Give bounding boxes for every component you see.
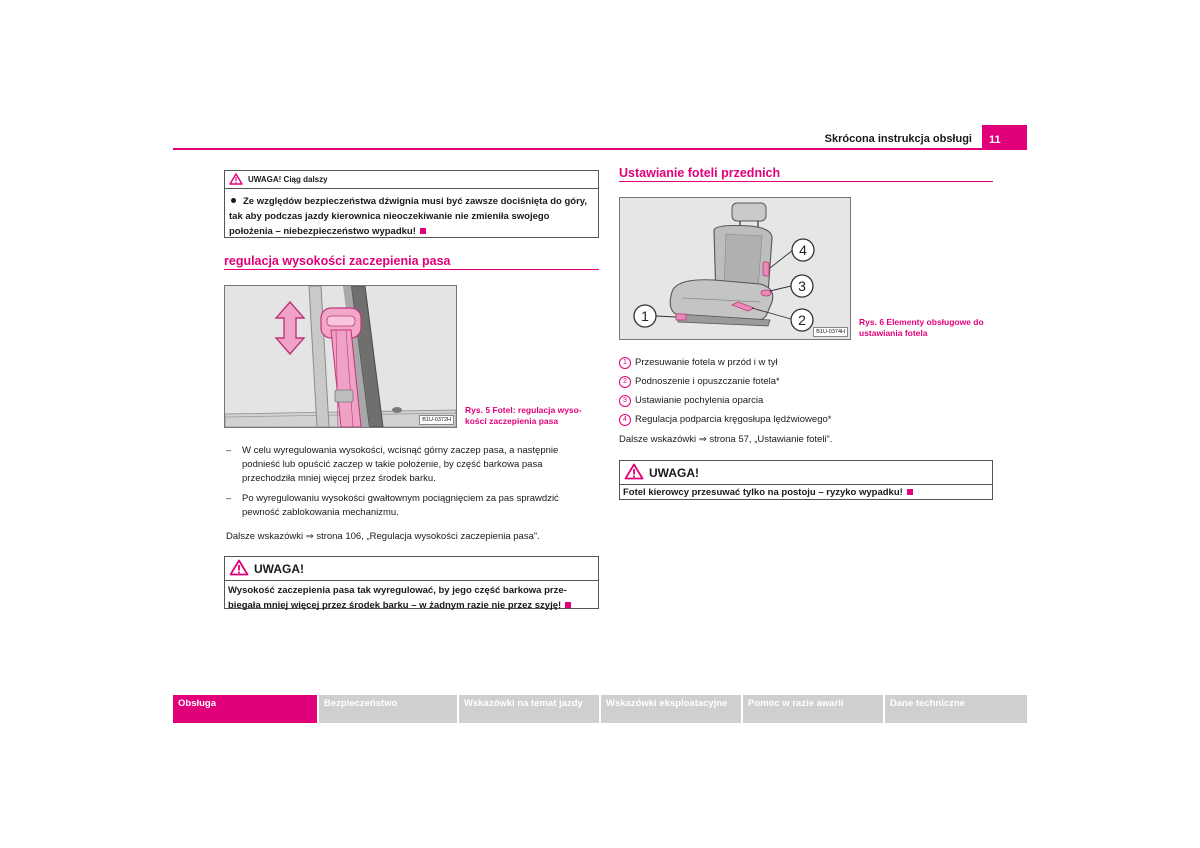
warning-box-left xyxy=(224,556,599,609)
bullet-dot-icon xyxy=(231,198,236,203)
warning-continued-title: UWAGA! Ciąg dalszy xyxy=(248,175,328,184)
warning-header xyxy=(225,557,598,581)
step-text: Po wyregulowaniu wysokości gwałtownym pociągnięciem za pas sprawdzić pewność zablokowania mechanizmu. xyxy=(242,493,559,518)
step-item xyxy=(226,492,598,520)
item-text: Ustawianie pochylenia oparcia xyxy=(635,395,764,406)
callout-4-label: 4 xyxy=(799,242,807,258)
chapter-tabs xyxy=(173,695,1027,723)
warning-title: UWAGA! xyxy=(254,561,304,576)
figure-caption: Rys. 6 Elementy obsługowe do ustawiania fotela xyxy=(859,317,984,338)
tab-wskazowki-eksploatacyjne[interactable]: Wskazówki eksploatacyjne xyxy=(601,695,741,723)
step-dash: – xyxy=(226,493,232,504)
end-mark-icon xyxy=(565,602,571,608)
front-seats-section-title: Ustawianie foteli przednich xyxy=(619,166,781,180)
item-text: Podnoszenie i opuszczanie fotela* xyxy=(635,376,780,387)
more-info-right: Dalsze wskazówki ⇒ strona 57, „Ustawianie foteli”. xyxy=(619,434,833,445)
warning-text: Wysokość zaczepienia pasa tak wyregulować, by jego część barkowa prze-biegała mniej więcej przez środek barku – w żadnym razie nie przez szyję! xyxy=(228,585,567,611)
tab-dane-techniczne[interactable]: Dane techniczne xyxy=(885,695,1027,723)
seat-figure xyxy=(619,197,851,340)
step-text: W celu wyregulowania wysokości, wcisnąć górny zaczep pasa, a następnie podnieść lub opuścić zaczep w takie położenie, by część barkowa pasa przechodziła mniej więcej przez środek barku. xyxy=(242,445,559,484)
warning-header xyxy=(620,461,992,485)
warning-continued-body xyxy=(225,189,598,239)
item-number: 3 xyxy=(619,395,631,407)
warning-box-right xyxy=(619,460,993,500)
list-item xyxy=(619,391,993,410)
controls-list xyxy=(619,353,993,429)
callout-1-label: 1 xyxy=(641,308,649,324)
warning-continued-text: Ze względów bezpieczeństwa dźwignia musi być zawsze dociśnięta do góry, tak aby podczas jazdy kierownica nieoczekiwanie nie zmieniła swojego położenia – niebezpieczeństwo wypadku! xyxy=(229,196,588,237)
tab-wskazowki-jazdy[interactable]: Wskazówki na temat jazdy xyxy=(459,695,599,723)
seat-illustration xyxy=(620,198,850,339)
figure-caption: Rys. 5 Fotel: regulacja wyso-kości zaczepienia pasa xyxy=(465,405,582,426)
warning-continued-header xyxy=(225,171,598,189)
header-rule xyxy=(173,148,1027,150)
figure-code: B1U-0374H xyxy=(813,327,848,337)
warning-body xyxy=(620,485,992,500)
step-dash: – xyxy=(226,445,232,456)
step-item xyxy=(226,444,598,486)
list-item xyxy=(619,410,993,429)
tab-bezpieczenstwo[interactable]: Bezpieczeństwo xyxy=(319,695,457,723)
more-info-left: Dalsze wskazówki ⇒ strona 106, „Regulacja wysokości zaczepienia pasa”. xyxy=(226,531,540,542)
belt-illustration xyxy=(225,286,456,427)
callout-3-label: 3 xyxy=(798,278,806,294)
section-rule xyxy=(224,269,599,270)
tab-obsluga[interactable]: Obsługa xyxy=(173,695,317,723)
warning-triangle-icon xyxy=(624,463,644,483)
item-number: 2 xyxy=(619,376,631,388)
tab-pomoc-awarii[interactable]: Pomoc w razie awarii xyxy=(743,695,883,723)
item-text: Regulacja podparcia kręgosłupa lędźwiowego* xyxy=(635,414,832,425)
item-number: 4 xyxy=(619,414,631,426)
item-number: 1 xyxy=(619,357,631,369)
belt-height-section-title: regulacja wysokości zaczepienia pasa xyxy=(224,254,451,268)
end-mark-icon xyxy=(420,228,426,234)
callout-2-label: 2 xyxy=(798,312,806,328)
warning-triangle-icon xyxy=(229,559,249,579)
list-item xyxy=(619,353,993,372)
warning-triangle-icon xyxy=(229,173,243,187)
list-item xyxy=(619,372,993,391)
item-text: Przesuwanie fotela w przód i w tył xyxy=(635,357,778,368)
belt-figure xyxy=(224,285,457,428)
section-rule xyxy=(619,181,993,182)
figure-code: B1U-0372H xyxy=(419,415,454,425)
steps-list xyxy=(226,444,598,520)
warning-body xyxy=(225,581,598,613)
page-number: 11 xyxy=(982,125,1027,149)
end-mark-icon xyxy=(907,489,913,495)
warning-text: Fotel kierowcy przesuwać tylko na postoju – ryzyko wypadku! xyxy=(623,487,903,498)
warning-continued-box xyxy=(224,170,599,238)
warning-title: UWAGA! xyxy=(649,465,699,480)
running-header-title: Skrócona instrukcja obsługi xyxy=(824,133,972,145)
